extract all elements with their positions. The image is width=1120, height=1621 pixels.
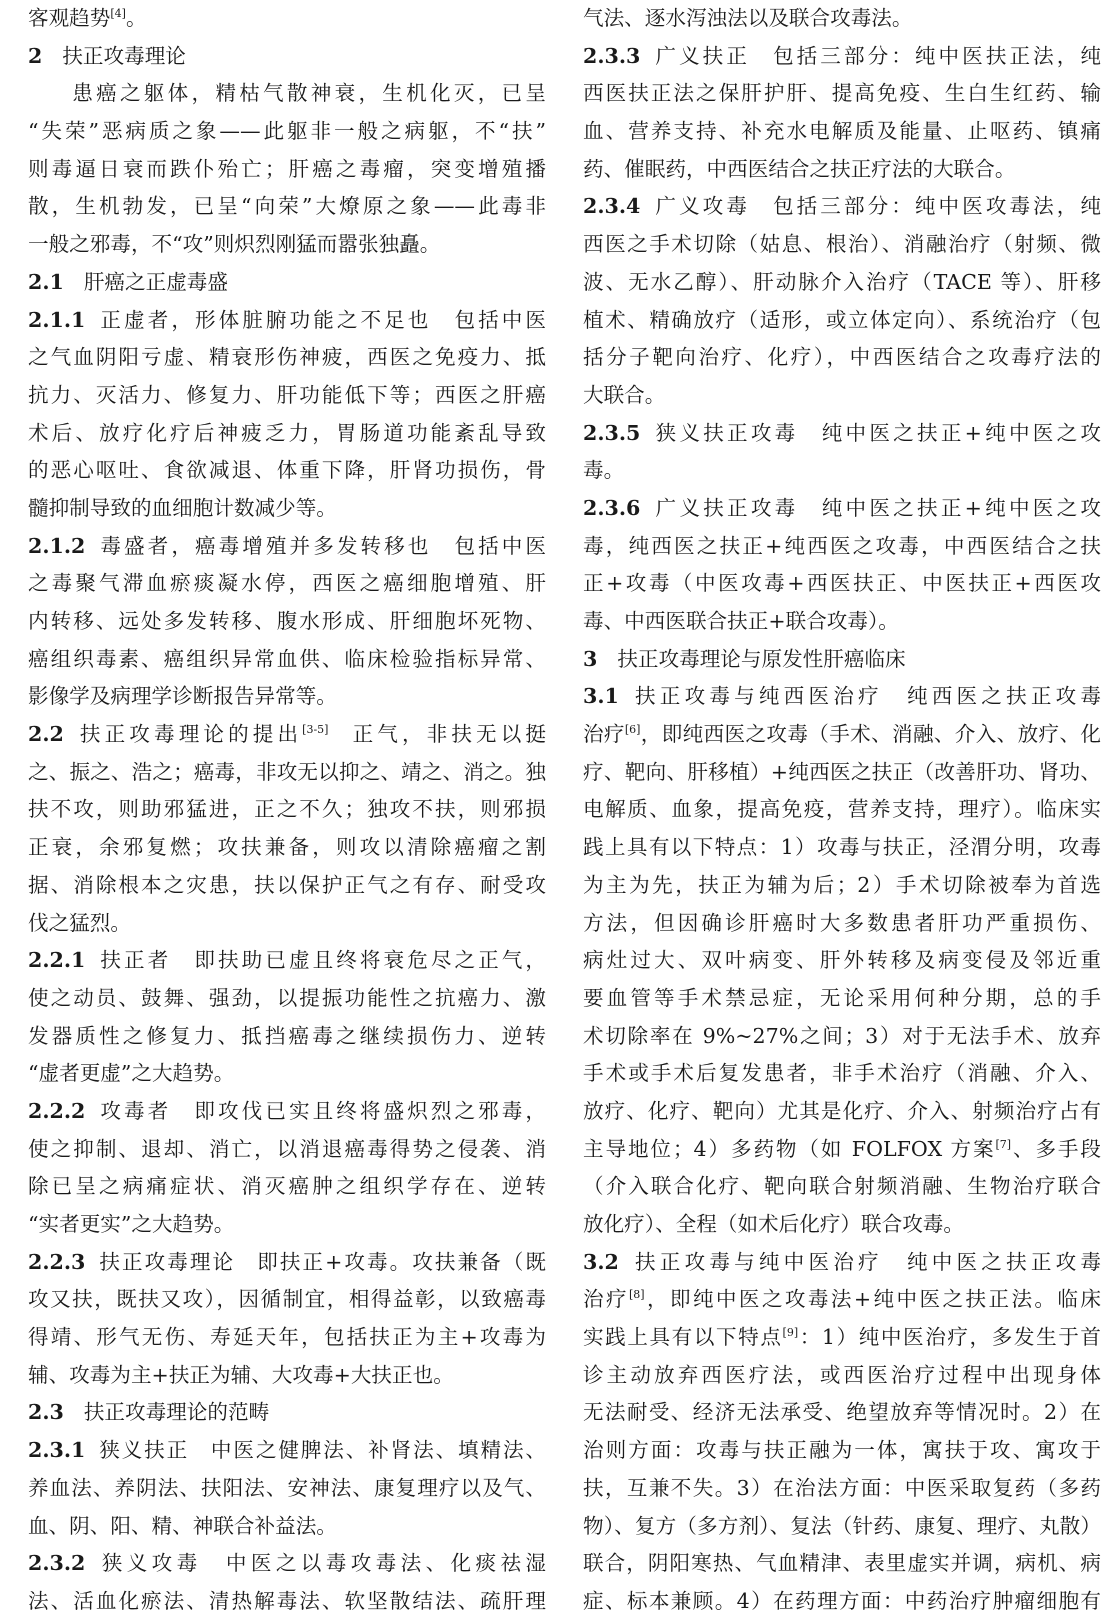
section-2-1-2-first-line [28, 528, 546, 566]
citation-ref: [9] [782, 1326, 799, 1340]
para-line: 则毒逼日衰而跌仆殆亡；肝癌之毒瘤，突变增殖播 [28, 156, 546, 181]
section-2-2-2-first-line [28, 1093, 546, 1131]
para-text: 即扶正+攻毒。攻扶兼备（既 [255, 1249, 546, 1274]
section-2-3-5-first-line [583, 415, 1101, 453]
para-line: 正+攻毒（中医攻毒+西医扶正、中医扶正+西医攻 [583, 571, 1101, 596]
section-2-3-2-first-line [28, 1545, 546, 1583]
section-title: 攻毒者 [97, 1098, 172, 1123]
section-title: 扶正攻毒理论的提出 [75, 722, 303, 747]
section-2-1-1-first-line [28, 302, 546, 340]
para-line: （介入联合化疗、靶向联合射频消融、生物治疗联合 [583, 1174, 1101, 1199]
para-line: 植术、精确放疗（适形，或立体定向）、系统治疗（包 [583, 307, 1101, 332]
section-title: 扶正攻毒理论与原发性肝癌临床 [617, 646, 906, 671]
para-line: 散，生机勃发，已呈“向荣”大燎原之象——此毒非 [28, 194, 546, 219]
para-text: 包括三部分：纯中医攻毒法，纯 [769, 194, 1101, 219]
section-title: 扶正者 [97, 948, 172, 973]
para-line: 的恶心呕吐、食欲减退、体重下降，肝肾功损伤，骨 [28, 458, 546, 483]
section-2-3-6-first-line [583, 490, 1101, 528]
para-text: 即攻伐已实且终将盛炽烈之邪毒， [191, 1098, 546, 1123]
para-line: 括分子靶向治疗、化疗），中西医结合之攻毒疗法的 [583, 345, 1101, 370]
para-text: 包括三部分：纯中医扶正法，纯 [769, 43, 1101, 68]
para-text: 患癌之躯体，精枯气散神衰，生机化灭，已呈 [69, 81, 546, 106]
para-line: 血、营养支持、补充水电解质及能量、止呕药、镇痛 [583, 119, 1101, 144]
para-text: 即扶助已虚且终将衰危尽之正气， [191, 948, 546, 973]
section-number: 3.1 [583, 684, 619, 709]
section-2-heading [28, 38, 546, 76]
para-line: 伐之猛烈。 [28, 910, 131, 935]
para-line: 要血管等手术禁忌症，无论采用何种分期，总的手 [583, 985, 1101, 1010]
citation-ref: [8] [628, 1288, 645, 1302]
para-line: 术切除率在 9%~27%之间；3）对于无法手术、放弃 [583, 1023, 1101, 1048]
para-line [583, 1319, 1101, 1357]
para-text: 包括中医 [451, 307, 546, 332]
intro-tail-text: 客观趋势 [28, 6, 111, 30]
para-line: 扶，互兼不失。3）在治法方面：中医采取复药（多药 [583, 1475, 1101, 1500]
section-number: 2.3.1 [28, 1438, 86, 1463]
para-line: 放化疗）、全程（如术后化疗）联合攻毒。 [583, 1212, 964, 1236]
para-line: 手术或手术后复发患者，非手术治疗（消融、介入、 [583, 1061, 1101, 1086]
para-text: ，即纯西医之攻毒（手术、消融、介入、放疗、化 [640, 722, 1101, 747]
para-text: 治疗 [583, 722, 625, 747]
para-line: 西医扶正法之保肝护肝、提高免疫、生白生红药、输 [583, 81, 1101, 106]
section-title: 广义攻毒 [652, 194, 750, 219]
section-number: 2.3.5 [583, 420, 641, 445]
para-line: 毒。 [583, 458, 625, 483]
para-line: 据、消除根本之灾患，扶以保护正气之有存、耐受攻 [28, 872, 546, 897]
para-line: 毒，纯西医之扶正+纯西医之攻毒，中西医结合之扶 [583, 533, 1101, 558]
section-title: 肝癌之正虚毒盛 [83, 269, 228, 294]
para-line: 大联合。 [583, 382, 666, 407]
para-line: 攻又扶，既扶又攻），因循制宜，相得益彰，以致癌毒 [28, 1287, 546, 1312]
section-number: 2.3.2 [28, 1551, 86, 1576]
section-title: 扶正攻毒理论 [97, 1249, 236, 1274]
section-number: 2.2.3 [28, 1249, 86, 1274]
para-text: 纯中医之扶正+纯中医之攻 [818, 495, 1101, 520]
section-number: 2.3 [28, 1400, 64, 1425]
para-line: 诊主动放弃西医疗法，或西医治疗过程中出现身体 [583, 1362, 1101, 1387]
para-text: ：1）纯中医治疗，多发生于首 [798, 1325, 1101, 1350]
section-number: 3 [583, 646, 598, 671]
section-number: 2.2.1 [28, 948, 86, 973]
para-text: 中医之健脾法、补肾法、填精法、 [209, 1438, 546, 1463]
section-2-3-3-first-line [583, 38, 1101, 76]
para-line: 联合，阴阳寒热、气血精津、表里虚实并调，病机、病 [583, 1551, 1101, 1576]
section-title: 扶正攻毒理论的范畴 [83, 1400, 270, 1425]
para-line: 养血法、养阴法、扶阳法、安神法、康复理疗以及气、 [28, 1475, 546, 1500]
para-line: 术后、放疗化疗后神疲乏力，胃肠道功能紊乱导致 [28, 420, 546, 445]
citation-ref: [3-5] [302, 723, 329, 737]
section-title: 毒盛者，癌毒增殖并多发转移也 [97, 533, 432, 558]
para-line: “失荣”恶病质之象——此躯非一般之病躯，不“扶” [28, 119, 546, 144]
para-line: 波、无水乙醇）、肝动脉介入治疗（TACE 等）、肝移 [583, 269, 1101, 294]
para-line: 血、阴、阳、精、神联合补益法。 [28, 1513, 337, 1538]
para-line: “虚者更虚”之大趋势。 [28, 1061, 235, 1086]
para-line: 癌组织毒素、癌组织异常血供、临床检验指标异常、 [28, 646, 546, 671]
section-title: 正虚者，形体脏腑功能之不足也 [97, 307, 432, 332]
para-line: 扶不攻，则助邪猛进，正之不久；独攻不扶，则邪损 [28, 797, 546, 822]
section-title: 广义扶正攻毒 [652, 495, 799, 520]
para-text: ，即纯中医之攻毒法+纯中医之扶正法。临床 [644, 1287, 1101, 1312]
section-3-2-first-line [583, 1244, 1101, 1282]
section-number: 2.2.2 [28, 1098, 86, 1123]
para-line [583, 1131, 1101, 1169]
para-line: 放疗、化疗、靶向）尤其是化疗、介入、射频治疗占有 [583, 1098, 1101, 1123]
para-line: 疗、靶向、肝移植）+纯西医之扶正（改善肝功、肾功、 [583, 759, 1101, 784]
para-line: 治则方面：攻毒与扶正融为一体，寓扶于攻、寓攻于 [583, 1438, 1101, 1463]
para-text: 纯中医之扶正攻毒 [902, 1249, 1101, 1274]
para-line: 使之动员、鼓舞、强劲，以提振功能性之抗癌力、激 [28, 985, 546, 1010]
para-line: 内转移、远处多发转移、腹水形成、肝细胞坏死物、 [28, 609, 546, 633]
section-2-2-3-first-line [28, 1244, 546, 1282]
section-number: 2.3.6 [583, 495, 641, 520]
section-2-2-1-first-line [28, 942, 546, 980]
citation-ref: [7] [995, 1137, 1012, 1151]
section-number: 2 [28, 43, 43, 68]
para-line: 髓抑制导致的血细胞计数减少等。 [28, 495, 337, 520]
para-text: 、多手段 [1011, 1136, 1101, 1161]
section-title: 扶正攻毒与纯中医治疗 [630, 1249, 883, 1274]
section-title: 狭义攻毒 [97, 1551, 202, 1576]
section-2-3-4-first-line [583, 188, 1101, 226]
left-column [28, 0, 546, 1621]
section-number: 2.1.2 [28, 533, 86, 558]
section-number: 3.2 [583, 1249, 619, 1274]
para-line: 法、活血化瘀法、清热解毒法、软坚散结法、疏肝理 [28, 1588, 546, 1613]
citation-ref: [6] [624, 723, 641, 737]
para-line: 影像学及病理学诊断报告异常等。 [28, 684, 337, 709]
para-text: 主导地位；4）多药物（如 FOLFOX 方案 [583, 1136, 996, 1161]
section-3-1-first-line [583, 678, 1101, 716]
para-line: 毒、中西医联合扶正+联合攻毒）。 [583, 609, 899, 633]
para-text: 正气，非扶无以挺 [348, 722, 546, 747]
para-line: 之气血阴阳亏虚、精衰形伤神疲，西医之免疫力、抵 [28, 345, 546, 370]
section-2-1-heading [28, 264, 546, 302]
para-line: 发器质性之修复力、抵挡癌毒之继续损伤力、逆转 [28, 1023, 546, 1048]
para-text: 中医之以毒攻毒法、化痰祛湿 [221, 1551, 546, 1576]
right-column [583, 0, 1101, 1621]
para-line: 方法，但因确诊肝癌时大多数患者肝功严重损伤、 [583, 910, 1101, 935]
para-line: 西医之手术切除（姑息、根治）、消融治疗（射频、微 [583, 232, 1101, 257]
para-line: 使之抑制、退却、消亡，以消退癌毒得势之侵袭、消 [28, 1136, 546, 1161]
para-line: 得靖、形气无伤、寿延天年，包括扶正为主+攻毒为 [28, 1325, 546, 1350]
section-title: 狭义扶正攻毒 [652, 420, 799, 445]
para-line: 病灶过大、双叶病变、肝外转移及病变侵及邻近重 [583, 948, 1101, 973]
para-line: 之、振之、浩之；癌毒，非攻无以抑之、靖之、消之。独 [28, 759, 546, 784]
intro-tail-line: 客观趋势[4]。 [28, 6, 147, 30]
para-line: “实者更实”之大趋势。 [28, 1212, 235, 1236]
section-title: 扶正攻毒理论 [62, 43, 186, 68]
para-line [583, 1281, 1101, 1319]
section-number: 2.3.3 [583, 43, 641, 68]
para-line [28, 75, 546, 113]
section-number: 2.1 [28, 269, 64, 294]
section-title: 扶正攻毒与纯西医治疗 [630, 684, 883, 709]
para-text: 治疗 [583, 1287, 629, 1312]
para-line [583, 716, 1101, 754]
section-2-2-first-line [28, 716, 546, 754]
para-line: 电解质、血象，提高免疫，营养支持，理疗）。临床实 [583, 797, 1101, 822]
para-line: 之毒聚气滞血瘀痰凝水停，西医之癌细胞增殖、肝 [28, 571, 546, 596]
para-line: 践上具有以下特点：1）攻毒与扶正，泾渭分明，攻毒 [583, 835, 1101, 860]
para-line: 气法、逐水泻浊法以及联合攻毒法。 [583, 6, 913, 30]
para-line: 辅、攻毒为主+扶正为辅、大攻毒+大扶正也。 [28, 1362, 454, 1387]
para-text: 纯西医之扶正攻毒 [902, 684, 1101, 709]
para-line: 除已呈之病痛症状、消灭癌肿之组织学存在、逆转 [28, 1174, 546, 1199]
citation-ref: [4] [110, 7, 126, 21]
para-line: 药、催眠药，中西医结合之扶正疗法的大联合。 [583, 156, 1016, 181]
section-number: 2.3.4 [583, 194, 641, 219]
para-line: 无法耐受、经济无法承受、绝望放弃等情况时。2）在 [583, 1400, 1101, 1425]
para-line: 物）、复方（多方剂）、复法（针药、康复、理疗、丸散） [583, 1513, 1101, 1538]
para-text: 包括中医 [451, 533, 546, 558]
section-number: 2.1.1 [28, 307, 86, 332]
section-title: 广义扶正 [652, 43, 750, 68]
para-line: 正衰，余邪复燃；攻扶兼备，则攻以清除癌瘤之割 [28, 835, 546, 860]
para-line: 抗力、灭活力、修复力、肝功能低下等；西医之肝癌 [28, 382, 546, 407]
para-text: 实践上具有以下特点 [583, 1325, 783, 1350]
section-2-3-1-first-line [28, 1432, 546, 1470]
para-line: 症、标本兼顾。4）在药理方面：中药治疗肿瘤细胞有 [583, 1588, 1101, 1613]
section-3-heading [583, 641, 1101, 679]
section-number: 2.2 [28, 722, 64, 747]
para-text: 纯中医之扶正+纯中医之攻 [818, 420, 1101, 445]
section-2-3-heading [28, 1394, 546, 1432]
section-title: 狭义扶正 [97, 1438, 190, 1463]
para-line: 为主为先，扶正为辅为后；2）手术切除被奉为首选 [583, 872, 1101, 897]
para-line: 一般之邪毒，不“攻”则炽烈刚猛而嚣张独矗。 [28, 232, 441, 257]
